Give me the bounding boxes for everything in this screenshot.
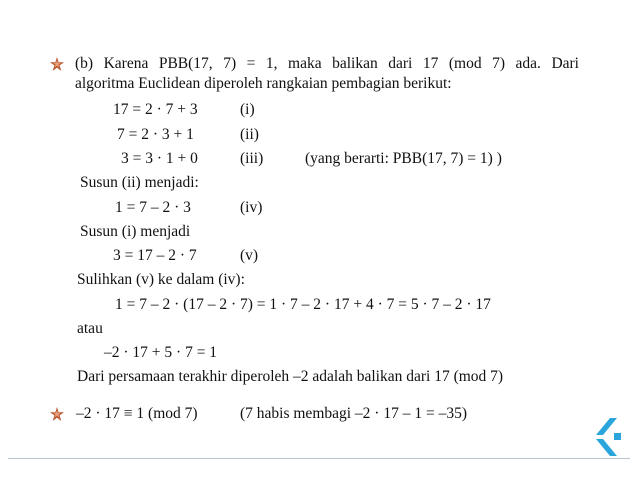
equation-tag-iii: (iii) — [240, 150, 264, 167]
susun-i-label: Susun (i) menjadi — [80, 223, 191, 240]
congruence-note: (7 habis membagi –2 · 17 – 1 = –35) — [240, 405, 467, 422]
sulihkan-label: Sulihkan (v) ke dalam (iv): — [77, 271, 245, 288]
susun-ii-label: Susun (ii) menjadi: — [80, 174, 199, 191]
chevron-logo-icon — [590, 414, 624, 460]
congruence-expression: –2 · 17 ≡ 1 (mod 7) — [76, 405, 198, 422]
equation-tag-iv: (iv) — [240, 199, 263, 216]
equation-tag-i: (i) — [240, 101, 255, 118]
equation-row-ii: 7 = 2 · 3 + 1 — [117, 126, 194, 143]
equation-row-iv: 1 = 7 – 2 · 3 — [115, 199, 191, 216]
intro-line-1: (b) Karena PBB(17, 7) = 1, maka balikan dari 17 (mod 7) ada. Dari — [75, 55, 579, 72]
equation-row-v: 3 = 17 – 2 · 7 — [113, 247, 197, 264]
conclusion-text: Dari persamaan terakhir diperoleh –2 adalah balikan dari 17 (mod 7) — [77, 368, 504, 385]
footer-divider — [8, 458, 630, 459]
substitution-equation: 1 = 7 – 2 · (17 – 2 · 7) = 1 · 7 – 2 · 17 + 4 · 7 = 5 · 7 – 2 · 17 — [115, 296, 491, 313]
final-equation: –2 · 17 + 5 · 7 = 1 — [104, 344, 218, 361]
equation-tag-v: (v) — [240, 247, 259, 264]
atau-label: atau — [77, 320, 103, 337]
equation-row-i: 17 = 2 · 7 + 3 — [113, 101, 198, 118]
equation-tag-ii: (ii) — [240, 126, 259, 143]
equation-note-iii: (yang berarti: PBB(17, 7) = 1) ) — [305, 150, 502, 167]
star-bullet-icon — [50, 57, 64, 71]
star-bullet-icon — [50, 407, 64, 421]
intro-line-2: algoritma Euclidean diperoleh rangkaian pembagian berikut: — [75, 75, 452, 92]
equation-row-iii: 3 = 3 · 1 + 0 — [121, 150, 198, 167]
